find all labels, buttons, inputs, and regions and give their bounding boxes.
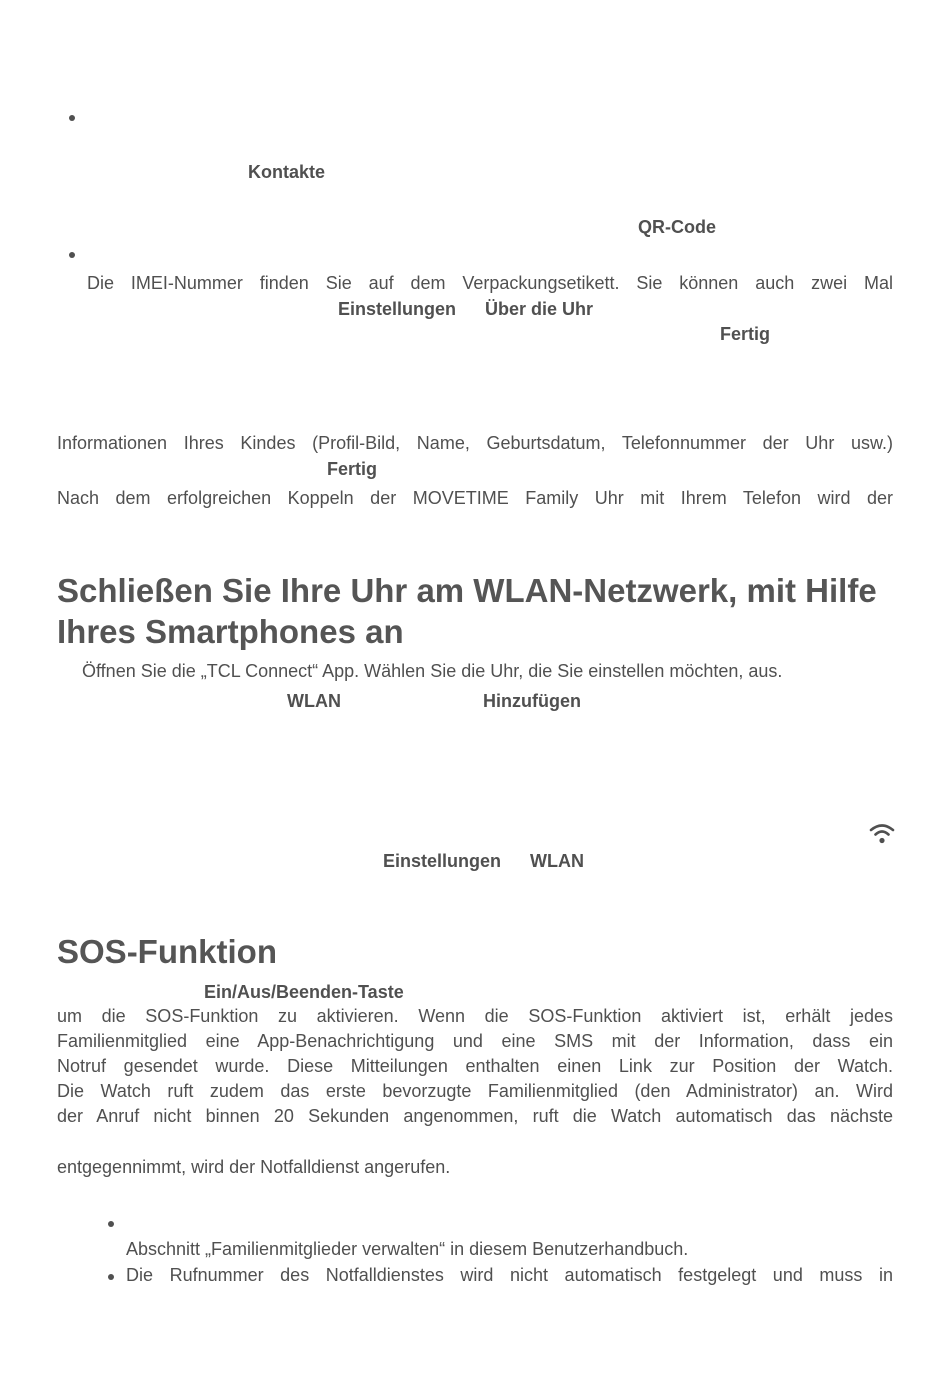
sos-body-line-1: um die SOS-Funktion zu aktivieren. Wenn die SOS-Funktion aktiviert ist, erhält jedes: [57, 1006, 893, 1026]
sos-body-line-3: Notruf gesendet wurde. Diese Mitteilungen enthalten einen Link zur Position der Watch.: [57, 1056, 893, 1076]
child-info-line: Informationen Ihres Kindes (Profil-Bild, Name, Geburtsdatum, Telefonnummer der Uhr usw.): [57, 433, 893, 453]
sos-heading: SOS-Funktion: [57, 933, 277, 970]
open-app-line: Öffnen Sie die „TCL Connect“ App. Wählen Sie die Uhr, die Sie einstellen möchten, aus.: [82, 661, 783, 681]
wifi-icon: [869, 822, 895, 846]
imei-line: Die IMEI-Nummer finden Sie auf dem Verpackungsetikett. Sie können auch zwei Mal: [87, 273, 893, 293]
power-key-label: Ein/Aus/Beenden-Taste: [204, 982, 404, 1002]
bullet-1-text: Abschnitt „Familienmitglieder verwalten“ in diesem Benutzerhandbuch.: [126, 1239, 689, 1259]
bullet-2-text: Die Rufnummer des Notfalldienstes wird nicht automatisch festgelegt und muss in: [126, 1265, 893, 1285]
done-label-2: Fertig: [327, 459, 378, 479]
sos-body-line-2: Familienmitglied eine App-Benachrichtigung und eine SMS mit der Information, dass ein: [57, 1031, 893, 1051]
bullet-1: [69, 115, 75, 121]
bullet-4: [108, 1274, 114, 1280]
contacts-label: Kontakte: [248, 162, 326, 182]
emergency-line: entgegennimmt, wird der Notfalldienst angerufen.: [57, 1157, 451, 1177]
sos-body-line-5: der Anruf nicht binnen 20 Sekunden angenommen, ruft die Watch automatisch das nächste: [57, 1106, 893, 1126]
paired-line: Nach dem erfolgreichen Koppeln der MOVETIME Family Uhr mit Ihrem Telefon wird der: [57, 488, 893, 508]
done-label: Fertig: [720, 324, 771, 344]
add-label: Hinzufügen: [483, 691, 581, 711]
bullet-2: [69, 252, 75, 258]
sos-body-line-4: Die Watch ruft zudem das erste bevorzugte Familienmitglied (den Administrator) an. Wird: [57, 1081, 893, 1101]
wlan-label: WLAN: [287, 691, 341, 711]
wlan-section-heading: Schließen Sie Ihre Uhr am WLAN-Netzwerk, mit Hilfe Ihres Smartphones an: [57, 572, 877, 650]
settings-label: Einstellungen: [338, 299, 457, 319]
qr-code-label: QR-Code: [638, 217, 716, 237]
about-watch-label: Über die Uhr: [485, 299, 594, 319]
bullet-3: [108, 1221, 114, 1227]
wlan-label-2: WLAN: [530, 851, 584, 871]
settings-label-2: Einstellungen: [383, 851, 502, 871]
